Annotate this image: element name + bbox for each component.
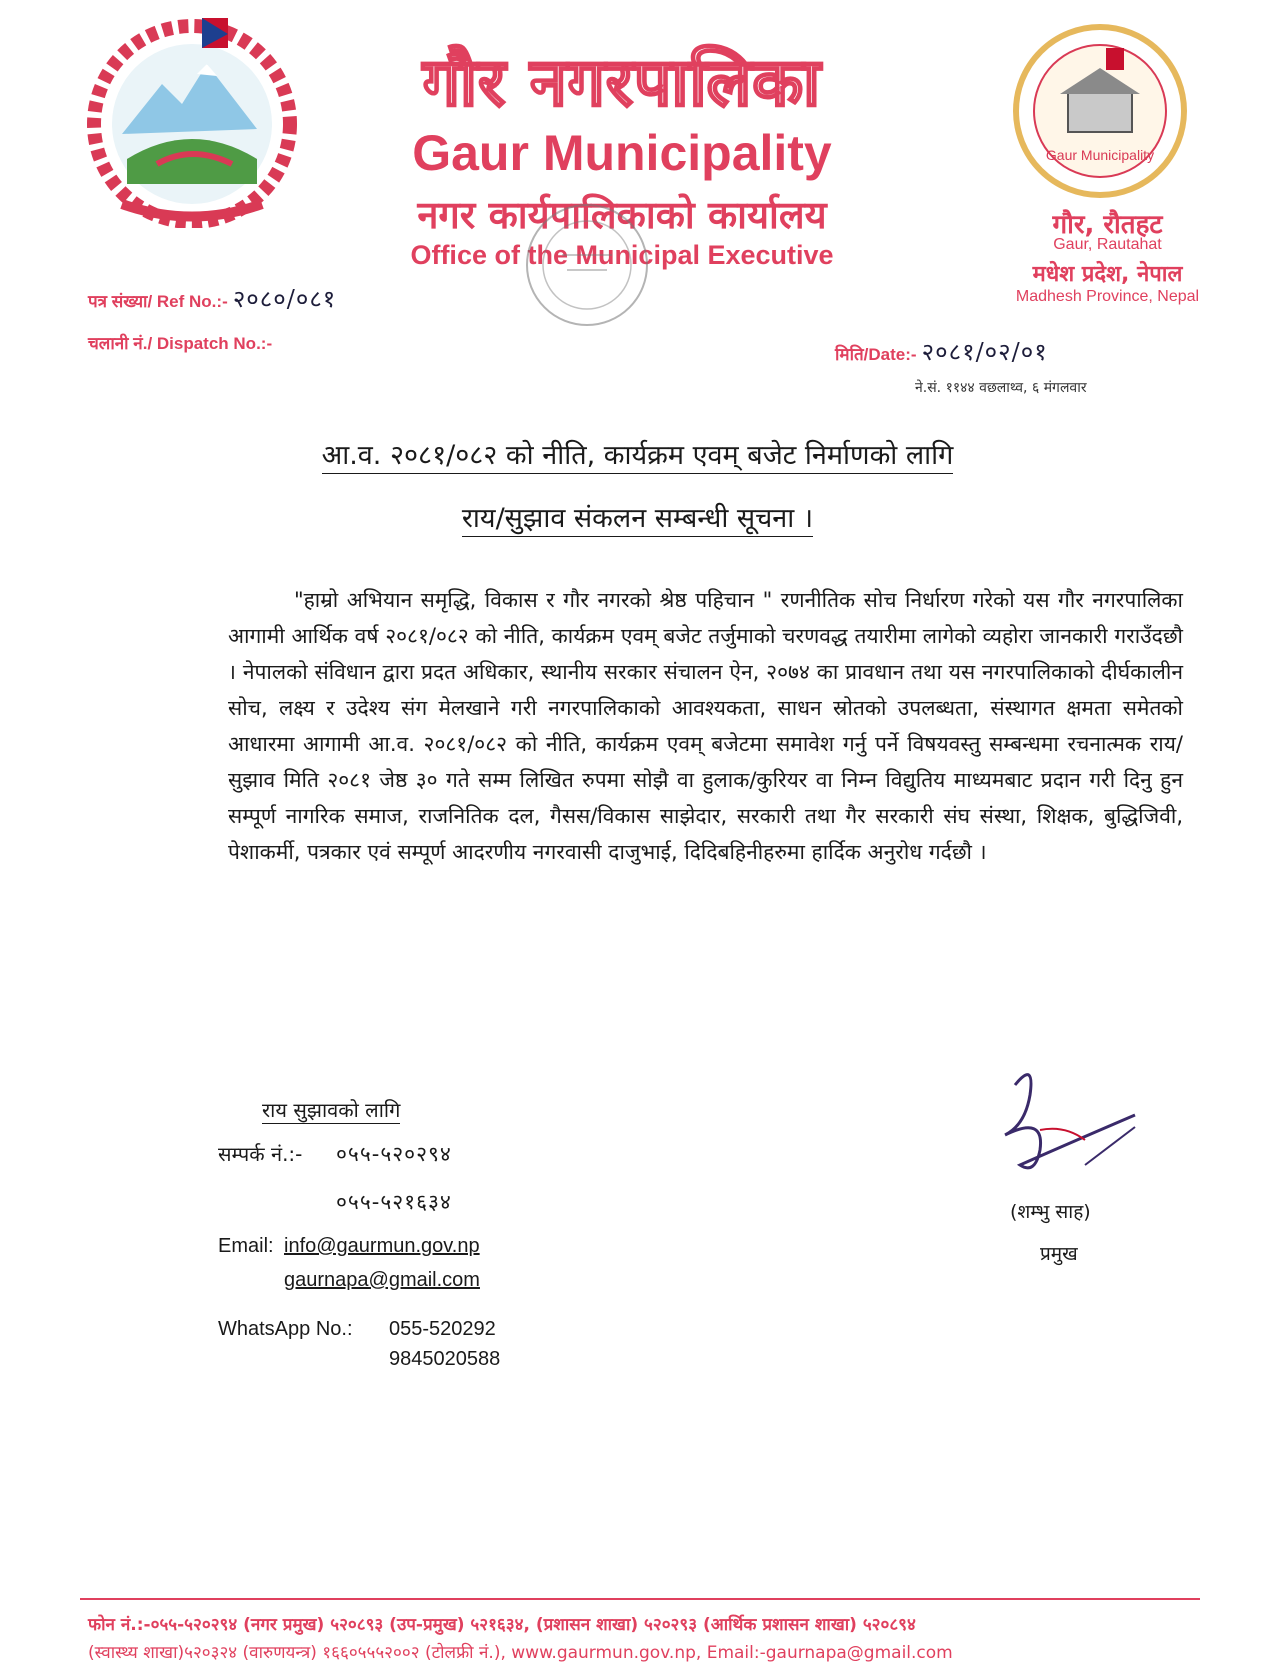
reference-label: पत्र संख्या/ Ref No.:- <box>88 292 228 311</box>
office-name-en: Office of the Municipal Executive <box>410 240 834 270</box>
notice-body: "हाम्रो अभियान समृद्धि, विकास र गौर नगरको श्रेष्ठ पहिचान " रणनीतिक सोच निर्धारण गरेको यस गौर नगरपालिका आगामी आर्थिक वर्ष २०८१/०८२ को नीति, कार्यक्रम एवम् बजेट तर्जुमाको चरणवद्ध तयारीमा लागेको व्यहोरा जानकारी गराउँदछौ । नेपालको संविधान द्वारा प्रदत अधिकार, स्थानीय सरकार संचालन ऐन, २०७४ का प्रावधान तथा यस नगरपालिकाको दीर्घकालीन सोच, लक्ष्य र उदेश्य संग मेलखाने गरी नगरपालिकाको आवश्यकता, साधन स्रोतको उपलब्धता, संस्थागत क्षमता समेतको आधारमा आगामी आ.व. २०८१/०८२ को नीति, कार्यक्रम एवम् बजेटमा समावेश गर्नु पर्ने विषयवस्तु सम्बन्धमा रचनात्मक राय/सुझाव मिति २०८१ जेष्ठ ३० गते सम्म लिखित रुपमा सोझै वा हुलाक/कुरियर वा निम्न विद्युतिय माध्यमबाट प्रदान गरी दिनु हुन सम्पूर्ण नागरिक समाज, राजनितिक दल, गैसस/विकास साझेदार, सरकारी तथा गैर सरकारी संघ संस्था, शिक्षक, बुद्धिजिवी, पेशाकर्मी, पत्रकार एवं सम्पूर्ण आदरणीय नगरवासी दाजुभाई, दिदिबहिनीहरुमा हार्दिक अनुरोध गर्दछौ । <box>228 588 1183 864</box>
notice-title-text2: राय/सुझाव संकलन सम्बन्धी सूचना । <box>462 503 813 537</box>
dispatch-label: चलानी नं./ Dispatch No.:- <box>88 334 273 353</box>
address-en-line2: Madhesh Province, Nepal <box>1015 288 1200 305</box>
contact-phone-label: सम्पर्क नं.:- <box>218 1142 303 1166</box>
email-label: Email: <box>218 1235 274 1257</box>
email-link-2[interactable]: gaurnapa@gmail.com <box>284 1269 480 1291</box>
notice-title-line2 <box>0 498 1275 535</box>
address-np-line2: मधेश प्रदेश, नेपाल <box>1032 262 1183 287</box>
whatsapp-number-2: 9845020588 <box>389 1348 501 1370</box>
nepal-samvat-date: ने.सं. ११४४ वछलाथ्व, ६ मंगलवार <box>915 380 1087 396</box>
whatsapp-label: WhatsApp No.: <box>218 1318 353 1340</box>
letter-date <box>835 335 1048 368</box>
notice-title-line1 <box>0 435 1275 472</box>
office-seal-stamp <box>512 200 662 330</box>
address-np-line1: गौर, रौतहट <box>1052 210 1163 240</box>
signatory-title: प्रमुख <box>1040 1243 1078 1265</box>
reference-value: २०८०/०८१ <box>232 285 337 313</box>
contact-phone-2: ०५५-५२१६३४ <box>336 1190 452 1214</box>
address-en-line1: Gaur, Rautahat <box>1053 236 1162 253</box>
signatory-name: (शम्भु साह) <box>1010 1201 1091 1223</box>
nepal-government-emblem <box>82 14 302 228</box>
contact-heading: राय सुझावको लागि <box>262 1098 401 1122</box>
dispatch-number <box>88 331 272 354</box>
municipality-name-np: गौर नगरपालिका <box>422 43 822 121</box>
footer-phone-line: फोन नं.:-०५५-५२०२९४ (नगर प्रमुख) ५२०८९३ (उप-प्रमुख) ५२१६३४, (प्रशासन शाखा) ५२०२९३ (आर्थिक प्रशासन शाखा) ५२०८९४ <box>88 1615 916 1635</box>
notice-title-text1: आ.व. २०८१/०८२ को नीति, कार्यक्रम एवम् बजेट निर्माणको लागि <box>322 440 954 474</box>
date-label: मिति/Date:- <box>835 345 917 364</box>
date-value: २०८१/०२/०१ <box>921 338 1048 366</box>
contact-phone-1: ०५५-५२०२९४ <box>336 1142 452 1166</box>
email-link-1[interactable]: info@gaurmun.gov.np <box>284 1235 480 1257</box>
svg-text:Gaur Municipality: Gaur Municipality <box>1045 147 1155 163</box>
office-name-np: नगर कार्यपालिकाको कार्यालय <box>417 193 827 237</box>
footer-divider <box>80 1598 1200 1600</box>
municipality-name-en: Gaur Municipality <box>412 125 832 181</box>
whatsapp-number-1: 055-520292 <box>389 1318 496 1340</box>
handwritten-signature <box>985 1055 1145 1190</box>
reference-number <box>88 282 336 315</box>
footer-contact-line: (स्वास्थ्य शाखा)५२०३२४ (वारुणयन्त्र) १६६०५५५२००२ (टोलफ्री नं.), www.gaurmun.gov.np, Email:-gaurnapa@gmail.com <box>88 1643 953 1663</box>
gaur-municipality-logo <box>1010 22 1190 200</box>
